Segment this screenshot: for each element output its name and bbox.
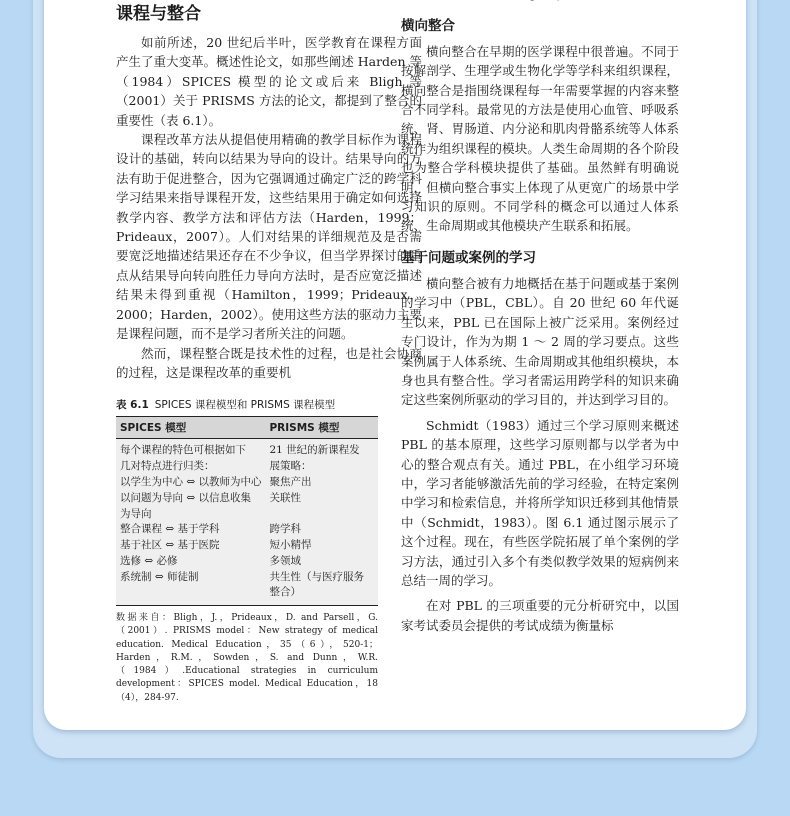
table-header-prisms: PRISMS 模型 (265, 417, 378, 439)
paragraph: 横向整合在早期的医学课程中很普遍。不同于按解剖学、生理学或生物化学等学科来组织课程，横向整合是指围绕课程每一年需要掌握的内容来整合不同学科。最常见的方法是使用心血管、呼吸系统、肾、胃肠道、内分泌和肌肉骨骼系统等人体系统作为组织课程的模块。人类生命周期的各个阶段也为整合学科模块提供了基础。虽然鲜有明确说明，但横向整合事实上体现了从更宽广的场景中学习知识的原则。不同学科的概念可以通过人体系统、生命周期或其他模块产生联系和拓展。 (401, 43, 679, 234)
table-cell-line: 整合课程 ⇔ 基于学科 (120, 523, 220, 536)
table-cell-line (269, 507, 374, 523)
table-title: SPICES 课程模型和 PRISMS 课程模型 (154, 399, 336, 412)
table-cell-line: 短小精悍 (269, 539, 312, 552)
subheading-horizontal-integration: 横向整合 (401, 17, 455, 34)
table-cell-line: 选修 ⇔ 必修 (120, 554, 178, 567)
table-cell-line: 21 世纪的新课程发 (269, 444, 360, 457)
paragraph (401, 0, 679, 4)
paragraph: 在对 PBL 的三项重要的元分析研究中，以国家考试委员会提供的考试成绩为衡量标 (401, 598, 679, 633)
table-cell-line: 以问题为导向 ⇔ 以信息收集 (120, 491, 251, 504)
table-cell-line: 多领域 (269, 554, 301, 567)
subheading-pbl: 基于问题或案例的学习 (401, 249, 536, 266)
table-cell-line: 几对特点进行归类： (120, 460, 215, 473)
paragraph: 横向整合被有力地概括在基于问题或基于案例的学习中（PBL，CBL）。自 20 世纪 60 年代诞生以来，PBL 已在国际上被广泛采用。案例经过专门设计，作为为期 1 ～ 2 周的学习要点。这些案例属于人体系统、生命周期或其他组织模块，本身也具有整合性。学习者需运用跨学科的知识来确定这些案例所驱动的学习目的，并达到学习目的。 (401, 275, 679, 408)
paragraph: 然而，课程整合既是技术性的过程，也是社会协商的过程，这是课程改革的重要机 (116, 345, 422, 380)
table-cell-line: 整合） (269, 586, 301, 599)
paragraph: 课程改革方法从提倡使用精确的教学目标作为课程设计的基础，转向以结果为导向的设计。结果导向的方法有助于促进整合，因为它强调通过确定广泛的跨学科学习结果来指导课程开发，这些结果用于确定如何选择教学内容、教学方法和评估方法（Harden，1999；Prideaux，2007）。人们对结果的详细规范及是否需要宽泛地描述结果还存在不少争议，但当学界探讨的重点从结果导向转向胜任力导向方法时，是否应宽泛描述结果未得到重视（Hamilton，1999；Prideaux，2000；Harden，2002）。使用这些方法的驱动力主要是课程问题，而不是学习者所关注的问题。 (116, 132, 422, 342)
paragraph: Schmidt（1983）通过三个学习原则来概述 PBL 的基本原理，这些学习原则都与以学者为中心的整合观点有关。通过 PBL，在小组学习环境中，学习者能够激活先前的学习经验，在特定案例中学习和检索信息，并将所学知识迁移到其他情景中（Schmidt，1983）。图 6.1 通过图示展示了这个过程。现在，有些医学院拓展了单个案例的学习方法，通过引入多个有类似教学效果的短病例来总结一周的学习。 (401, 417, 679, 588)
table-cell-line: 为导向 (120, 507, 152, 520)
spices-cell (116, 439, 265, 606)
section-heading: 课程与整合 (116, 4, 201, 24)
table-cell-line: 聚焦产出 (269, 475, 312, 488)
right-column (401, 0, 679, 635)
table-cell-line: 以学生为中心 ⇔ 以教师为中心 (120, 475, 262, 488)
table-cell-line: 关联性 (269, 491, 301, 504)
table-cell-line: 展策略： (269, 460, 312, 473)
prisms-cell (265, 439, 378, 606)
paragraph: 如前所述，20 世纪后半叶，医学教育在课程方面产生了重大变革。概述性论文，如那些阐述 Harden 等（1984）SPICES 模型的论文或后来 Bligh 等（2001）关于 PRISMS 方法的论文，都提到了整合的重要性（表 6.1）。 (116, 35, 422, 128)
table-source-note: 数据来自：Bligh，J.，Prideaux，D. and Parsell，G.（2001）. PRISMS model：New strategy of medical education. Medical Education，35（6），520-1；Harden，R.M.，Sowden，S. and Dunn，W.R.（1984）.Educational strategies in curriculum development：SPICES model. Medical Education，18（4），284-97. (116, 613, 378, 703)
left-column (116, 0, 422, 705)
table-cell-line: 系统制 ⇔ 师徒制 (120, 570, 199, 583)
table-header-spices: SPICES 模型 (116, 417, 265, 439)
table-caption (116, 398, 422, 412)
table-cell-line: 每个课程的特色可根据如下 (120, 444, 246, 457)
table-cell-line: 跨学科 (269, 523, 301, 536)
curriculum-models-table (116, 416, 378, 606)
book-page (44, 0, 746, 730)
table-label: 表 6.1 (116, 399, 149, 412)
table-cell-line: 共生性（与医疗服务 (269, 570, 364, 583)
table-cell-line: 基于社区 ⇔ 基于医院 (120, 539, 220, 552)
